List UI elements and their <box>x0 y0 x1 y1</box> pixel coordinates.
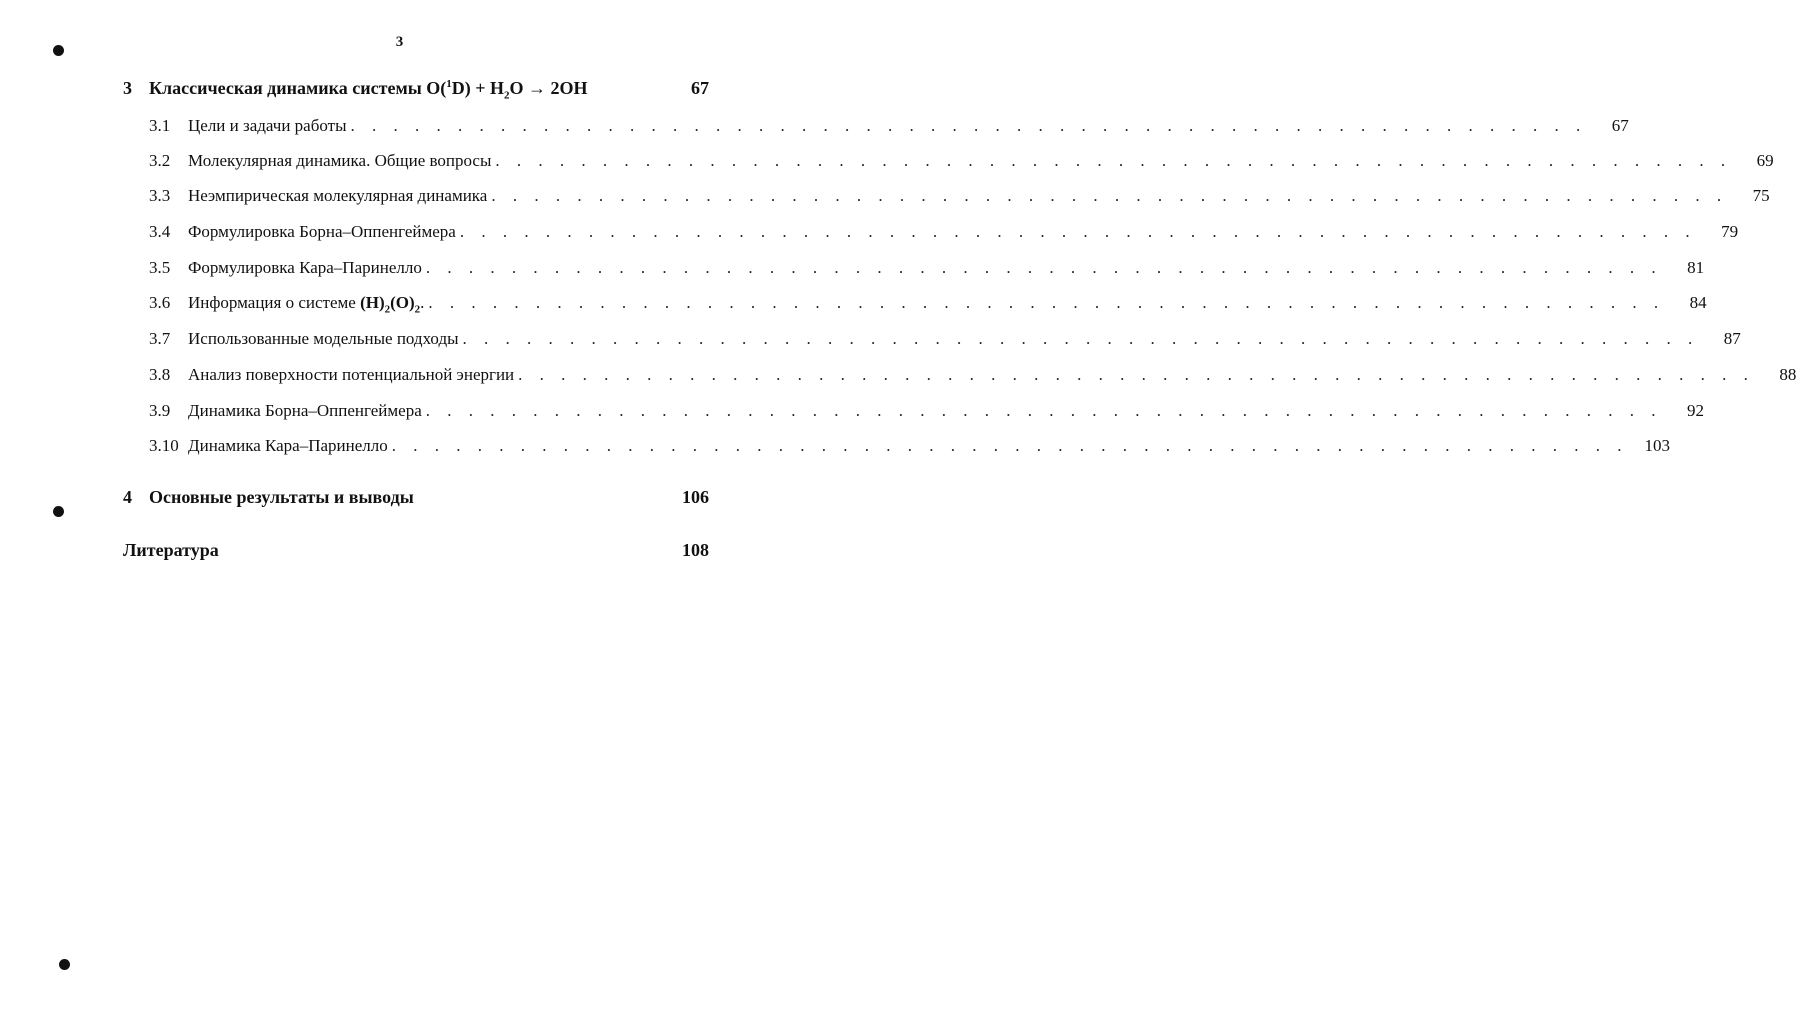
leader-dots: . . . . . . . . . . . . . . . . . . . . . . . . . . . . . . . . . . . . . . . . . . . . . . . . . . . . . . . . . . <box>518 365 1755 384</box>
toc-section-3-3[interactable] <box>149 186 1770 206</box>
section-page: 87 <box>1723 329 1741 348</box>
section-page: 81 <box>1687 258 1705 277</box>
formula: $(H)_2(O)_2$ <box>360 293 421 316</box>
section-page: 92 <box>1687 401 1704 420</box>
toc-section-3-6[interactable] <box>149 293 1707 316</box>
section-page: 88 <box>1779 365 1796 384</box>
toc-section-3-1[interactable] <box>149 116 1629 136</box>
section-number: 3.3 <box>149 186 171 205</box>
leader-dots: . . . . . . . . . . . . . . . . . . . . . . . . . . . . . . . . . . . . . . . . . . . . . . . . . . . . . . . . . . <box>495 151 1732 170</box>
chapter-page: 67 <box>691 78 709 98</box>
chapter-page: 106 <box>682 487 709 507</box>
leader-dots: . . . . . . . . . . . . . . . . . . . . . . . . . . . . . . . . . . . . . . . . . . . . . . . . . . . . . . . . . . <box>391 436 1628 455</box>
page-number: 3 <box>395 34 404 50</box>
section-title: Молекулярная динамика. Общие вопросы <box>188 151 492 170</box>
toc-chapter-3[interactable] <box>123 78 709 102</box>
section-page: 103 <box>1644 436 1670 455</box>
chapter-title: Основные результаты и выводы <box>149 487 414 507</box>
leader-dots: . . . . . . . . . . . . . . . . . . . . . . . . . . . . . . . . . . . . . . . . . . . . . . . . . . . . . . . . . . <box>459 222 1697 241</box>
section-number: 3.2 <box>149 151 171 170</box>
punch-hole-middle <box>53 506 64 517</box>
section-page: 79 <box>1721 222 1739 241</box>
section-title: Информация о системе $(H)_2(O)_2$. <box>188 293 425 316</box>
toc-chapter-4[interactable] <box>123 487 709 508</box>
leader-dots: . . . . . . . . . . . . . . . . . . . . . . . . . . . . . . . . . . . . . . . . . . . . . . . . . . . . . . . . . . <box>350 116 1587 135</box>
toc-section-3-4[interactable] <box>149 222 1739 242</box>
section-title: Использованные модельные подходы <box>188 329 459 348</box>
section-number: 3.5 <box>149 258 171 277</box>
toc-section-3-9[interactable] <box>149 401 1704 421</box>
section-title: Формулировка Борна–Оппенгеймера <box>188 222 456 241</box>
toc-section-3-5[interactable] <box>149 258 1705 278</box>
leader-dots: . . . . . . . . . . . . . . . . . . . . . . . . . . . . . . . . . . . . . . . . . . . . . . . . . . . . . . . . . . <box>428 293 1665 312</box>
section-number: 3.9 <box>149 401 171 420</box>
literature-page: 108 <box>682 540 709 560</box>
section-number: 3.10 <box>149 436 179 455</box>
toc-literature[interactable] <box>123 540 709 561</box>
section-title: Динамика Борна–Оппенгеймера <box>188 401 422 420</box>
section-number: 3.6 <box>149 293 171 312</box>
leader-dots: . . . . . . . . . . . . . . . . . . . . . . . . . . . . . . . . . . . . . . . . . . . . . . . . . . . . . . . . . . <box>462 329 1699 348</box>
section-number: 3.7 <box>149 329 171 348</box>
toc-section-3-7[interactable] <box>149 329 1741 349</box>
leader-dots: . . . . . . . . . . . . . . . . . . . . . . . . . . . . . . . . . . . . . . . . . . . . . . . . . . . . . . . . . . <box>491 186 1728 205</box>
section-title: Анализ поверхности потенциальной энергии <box>188 365 515 384</box>
section-title: Неэмпирическая молекулярная динамика <box>188 186 488 205</box>
toc-section-3-10[interactable] <box>149 436 1670 456</box>
section-page: 67 <box>1611 116 1629 135</box>
section-title: Цели и задачи работы <box>188 116 347 135</box>
section-number: 3.1 <box>149 116 171 135</box>
toc-section-3-2[interactable] <box>149 151 1774 171</box>
punch-hole-top <box>53 45 64 56</box>
section-title: Формулировка Кара–Паринелло <box>188 258 422 277</box>
toc-section-3-8[interactable] <box>149 365 1796 385</box>
punch-hole-bottom <box>59 959 70 970</box>
chapter-number: 3 <box>123 78 132 98</box>
leader-dots: . . . . . . . . . . . . . . . . . . . . . . . . . . . . . . . . . . . . . . . . . . . . . . . . . . . . . . . . . . <box>425 258 1663 277</box>
section-page: 75 <box>1752 186 1770 205</box>
chapter-number: 4 <box>123 487 132 507</box>
section-page: 84 <box>1689 293 1707 312</box>
section-number: 3.8 <box>149 365 171 384</box>
chapter-title: Классическая динамика системы $O(^1D) + H_2O \to 2OH$ <box>149 78 588 102</box>
leader-dots: . . . . . . . . . . . . . . . . . . . . . . . . . . . . . . . . . . . . . . . . . . . . . . . . . . . . . . . . . . <box>425 401 1662 420</box>
section-number: 3.4 <box>149 222 171 241</box>
section-title: Динамика Кара–Паринелло <box>188 436 388 455</box>
literature-title: Литература <box>123 540 219 560</box>
section-page: 69 <box>1756 151 1774 170</box>
